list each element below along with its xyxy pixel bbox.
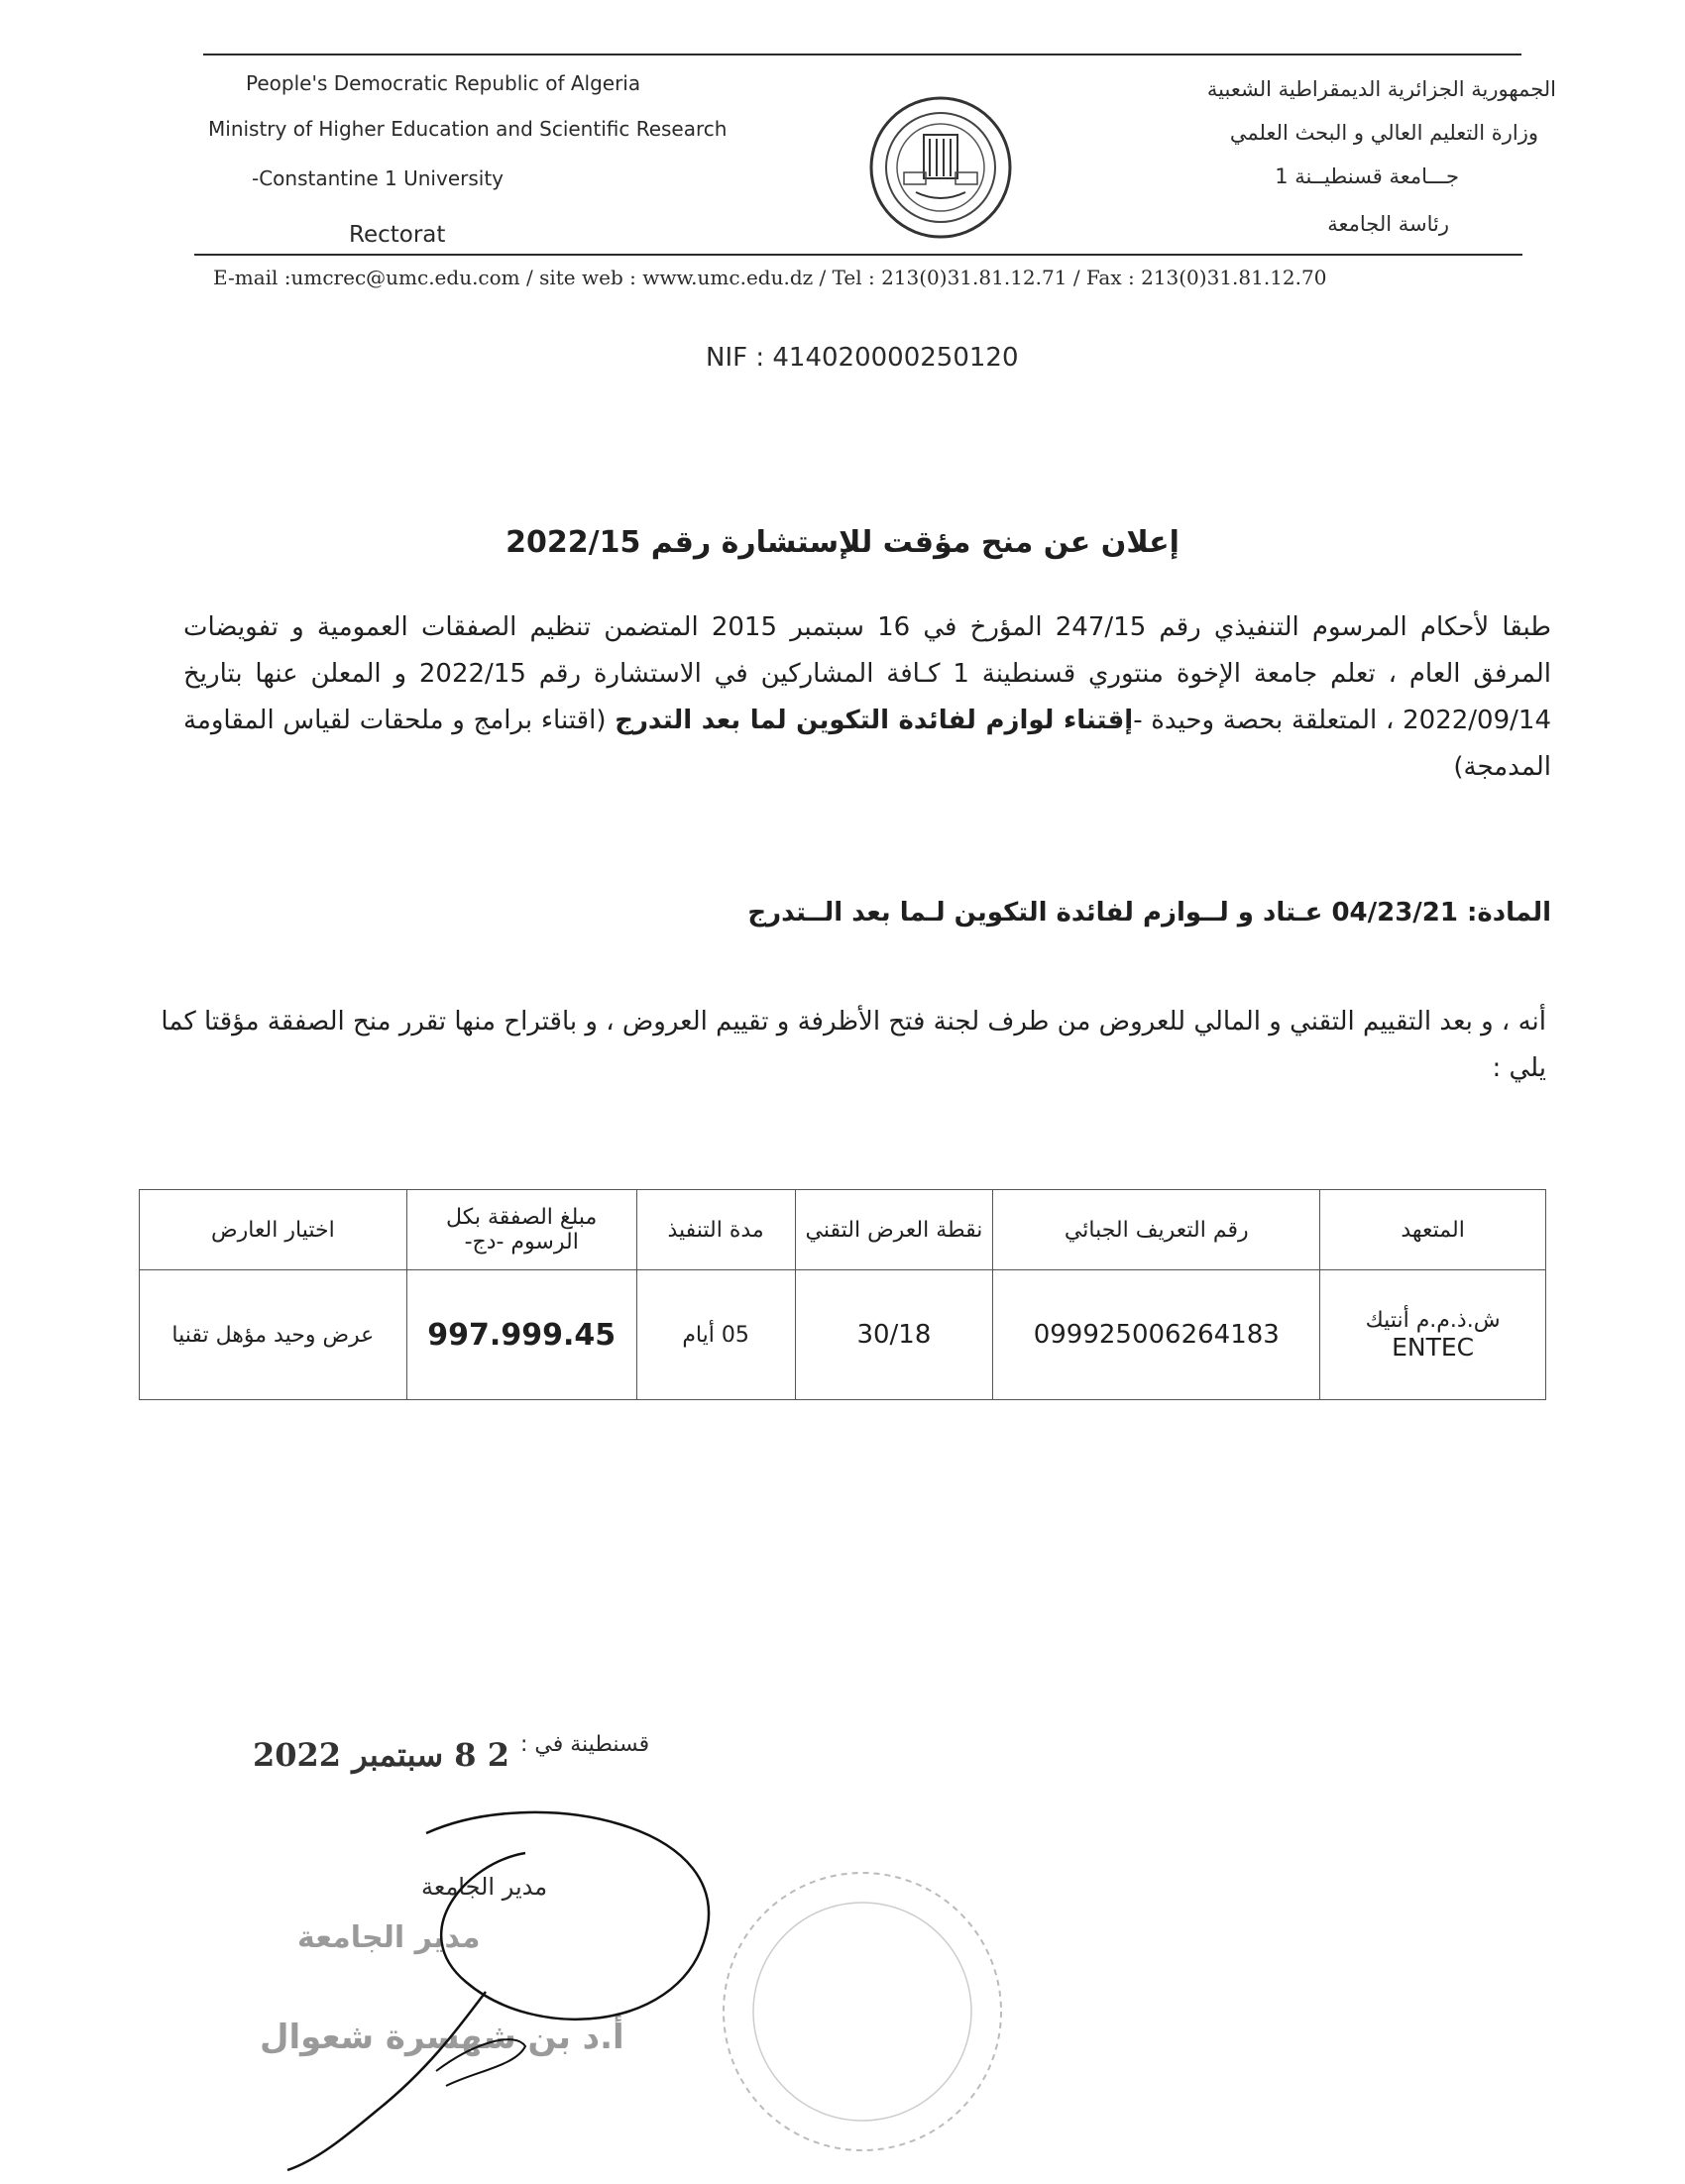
official-round-stamp: [714, 1863, 1011, 2160]
header-selection: اختيار العارض: [140, 1190, 407, 1270]
stamp-role-text: مدير الجامعة: [297, 1920, 481, 1955]
place-date-label: قسنطينة في :: [520, 1732, 650, 1757]
header-en-country: People's Democratic Republic of Algeria: [246, 71, 641, 95]
intro-tail: (اقتناء برامج و ملحقات لقياس المقاومة المدمجة): [183, 706, 1551, 782]
announcement-title: إعلان عن منح مؤقت للإستشارة رقم 2022/15: [506, 525, 1180, 560]
header-bidder: المتعهد: [1320, 1190, 1546, 1270]
header-bottom-rule: [194, 254, 1522, 256]
header-top-rule: [203, 54, 1521, 55]
header-tax-id: رقم التعريف الجبائي: [993, 1190, 1320, 1270]
cell-duration: 05 أيام: [636, 1270, 795, 1400]
header-duration: مدة التنفيذ: [636, 1190, 795, 1270]
table-row: [140, 1270, 1546, 1400]
nif-number: NIF : 414020000250120: [706, 343, 1019, 373]
award-table: [139, 1189, 1546, 1400]
intro-paragraph: [183, 604, 1551, 791]
header-ar-ministry: وزارة التعليم العالي و البحث العلمي: [1229, 121, 1538, 145]
intro-bold-lot: إقتناء لوازم لفائدة التكوين لما بعد التدرج: [615, 706, 1134, 735]
header-amount: مبلغ الصفقة بكل الرسوم -دج-: [406, 1190, 636, 1270]
cell-bidder: [1320, 1270, 1546, 1400]
cell-amount: 997.999.45: [406, 1270, 636, 1400]
intro-text: طبقا لأحكام المرسوم التنفيذي رقم 247/15 المؤرخ في 16 سبتمبر 2015 المتضمن تنظيم الصفقات العمومية و تفويضات المرفق العام ، تعلم جامعة الإخوة منتوري قسنطينة 1 كـافة المشاركين في الاستشارة رقم 2022/15 و المعلن عنها بتاريخ 2022/09/14 ، المتعلقة بحصة وحيدة -: [183, 612, 1551, 735]
header-ar-university: جـــامعة قسنطيــنة 1: [1275, 164, 1459, 188]
subject-line: المادة: 04/23/21 عـتاد و لــوازم لفائدة التكوين لـما بعد الــتدرج: [747, 898, 1551, 928]
bidder-name-en: ENTEC: [1392, 1333, 1475, 1362]
header-ar-rectorat: رئاسة الجامعة: [1327, 212, 1449, 236]
signatory-role: مدير الجامعة: [421, 1873, 548, 1901]
header-en-university: -Constantine 1 University: [252, 166, 504, 190]
bidder-name-ar: ش.ذ.م.م أنتيك: [1365, 1308, 1501, 1333]
date-stamp: 2 8 سبتمبر 2022: [253, 1736, 509, 1774]
handwritten-signature: [278, 1744, 753, 2180]
cell-selection: عرض وحيد مؤهل تقنيا: [140, 1270, 407, 1400]
decision-paragraph: أنه ، و بعد التقييم التقني و المالي للعروض من طرف لجنة فتح الأظرفة و تقييم العروض ، و باقتراح منها تقرر منح الصفقة مؤقتا كما يلي :: [161, 1007, 1546, 1083]
header-en-ministry: Ministry of Higher Education and Scientific Research: [208, 117, 728, 141]
header-tech-score: نقطة العرض التقني: [795, 1190, 993, 1270]
table-header-row: [140, 1190, 1546, 1270]
cell-tech-score: 30/18: [795, 1270, 993, 1400]
header-en-rectorat: Rectorat: [349, 222, 446, 248]
university-seal-logo: [866, 93, 1015, 242]
header-ar-country: الجمهورية الجزائرية الديمقراطية الشعبية: [1206, 77, 1556, 101]
stamp-name-text: أ.د بن شهسرة شعوال: [260, 2018, 624, 2057]
cell-tax-id: 099925006264183: [993, 1270, 1320, 1400]
contact-line: E-mail :umcrec@umc.edu.com / site web : www.umc.edu.dz / Tel : 213(0)31.81.12.71 / Fax : 213(0)31.81.12.70: [213, 266, 1327, 289]
